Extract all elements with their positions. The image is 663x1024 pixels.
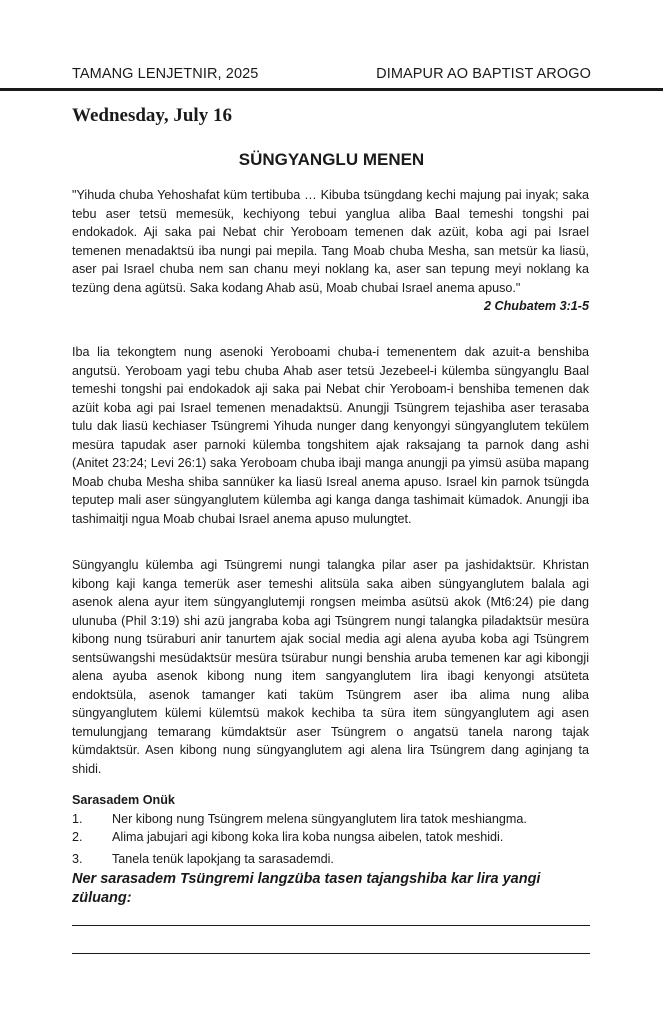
reflection-item [72, 810, 589, 829]
item-text: Ner kibong nung Tsüngrem melena süngyanglutem lira tatok meshiangma. [112, 811, 527, 826]
header-divider [0, 88, 663, 91]
reflection-prompt: Ner sarasadem Tsüngremi langzüba tasen tajangshiba kar lira yangi züluang: [72, 871, 541, 906]
reflection-title: Sarasadem Onük [72, 793, 175, 807]
page-date: Wednesday, July 16 [72, 105, 232, 126]
page-header [72, 66, 591, 82]
reflection-section [72, 791, 589, 908]
item-number: 1. [72, 811, 83, 826]
scripture-reference: 2 Chubatem 3:1-5 [484, 299, 589, 313]
publication-title: TAMANG LENJETNIR, 2025 [72, 66, 259, 82]
page-title: SÜNGYANGLU MENEN [238, 150, 425, 169]
item-text: Alima jabujari agi kibong koka lira koba nungsa aibelen, tatok meshidi. [112, 830, 504, 844]
item-number: 2. [72, 830, 83, 844]
item-text: Tanela tenük lapokjang ta sarasademdi. [112, 851, 334, 866]
writing-line[interactable] [72, 925, 590, 926]
scripture-quote [72, 186, 589, 316]
reflection-item [72, 828, 589, 847]
item-number: 3. [72, 851, 83, 866]
reflection-item [72, 850, 589, 869]
body-paragraph-2: Süngyanglu külemba agi Tsüngremi nungi talangka pilar aser pa jashidaktsür. Khristan kibong kaji kanga temerük aser temeshi alitsüla saka aiben süngyanglutem balala agi asenok alena ayur item süngyanglutemji rongsen meimba asütsü akok (Mt6:24) pie dang ulunuba (Phil 3:19) shi azü jangraba koba agi Tsüngrem nungi talangka piladaktsür mesüra kibong nung tsüraburi anir tanurtem ajak social media agi alena ayuba koba agi Tsüngrem sentsüwangshi mesüdaktsür mesüra tsürabur nungi benshia aruba temenen kar agi kibongji alena ayuba asenok kibong nung item sangyanglutem lira ibagi kenyongi atsüteta endoktsüla, asenok tamanger kati taküm Tsüngrem aser iba alima nung aliba süngyanglutem külemi külemtsü makok kechiba ta süra item süngyanglutem agi asen temulungjang temarang kümdaktsür aser Tsüngrem o angatsü tanela narong tajak kümdaktsür. Asen kibong nung süngyanglutem agi alena lira Tsüngrem dang aginjang ta shidi. [72, 558, 589, 776]
body-paragraph-1: Iba lia tekongtem nung asenoki Yeroboami chuba-i temenentem dak azuit-a benshiba angutsü. Yeroboam yagi tebu chuba Ahab aser tetsü Jezebeel-i külemba süngyanglu Baal temeshi tongshi pai endokadok aji saka pai Nebat chir Yeroboam-i benshiba temenen dak azüit koba agi pai Israel temenen menadaktsü. Anungji Tsüngrem tejashiba aser terasaba tulu dak liasü kechiaser Tsüngremi Yihuda nunger dang kenyongyi süngyanglutem tekülem mesüra tapudak aser parnoki külemba tongshitem ajak raksajang ta parnok dang ashi (Anitet 23:24; Levi 26:1) saka Yeroboam chuba ibaji manga anungji pa yimsü asüba mapang Moab chuba Mesha shiba sannüker ka liasü Isreal anema apuso. Israel kin parnok tsüngda teputep mali aser süngyanglutem külemba agi kanga danga tashimait kümadok. Anungji iba tashimaitji ngua Moab chubai Israel anema apuso mulungtet. [72, 345, 589, 526]
publisher-name: DIMAPUR AO BAPTIST AROGO [376, 66, 591, 82]
writing-line[interactable] [72, 953, 590, 954]
scripture-text: "Yihuda chuba Yehoshafat küm tertibuba … Kibuba tsüngdang kechi majung pai inyak; saka tebu aser tetsü memesük, kechiyong tebui yanglua aliba Baal temeshi tongshi pai endokadok. Aji saka pai Nebat chir Yeroboam temenen dak azüit, koba agi pai Israel temenen menadaktsü iba nungi pai mepila. Tang Moab chuba Mesha, san metsür ka liasü, aser pai Israel chuba nem san chanu meyi noklang ka, aser san tepung meyi noklang ka tezüng dena agütsü. Saka kodang Ahab asü, Moab chubai Israel anema apuso." [72, 188, 589, 295]
